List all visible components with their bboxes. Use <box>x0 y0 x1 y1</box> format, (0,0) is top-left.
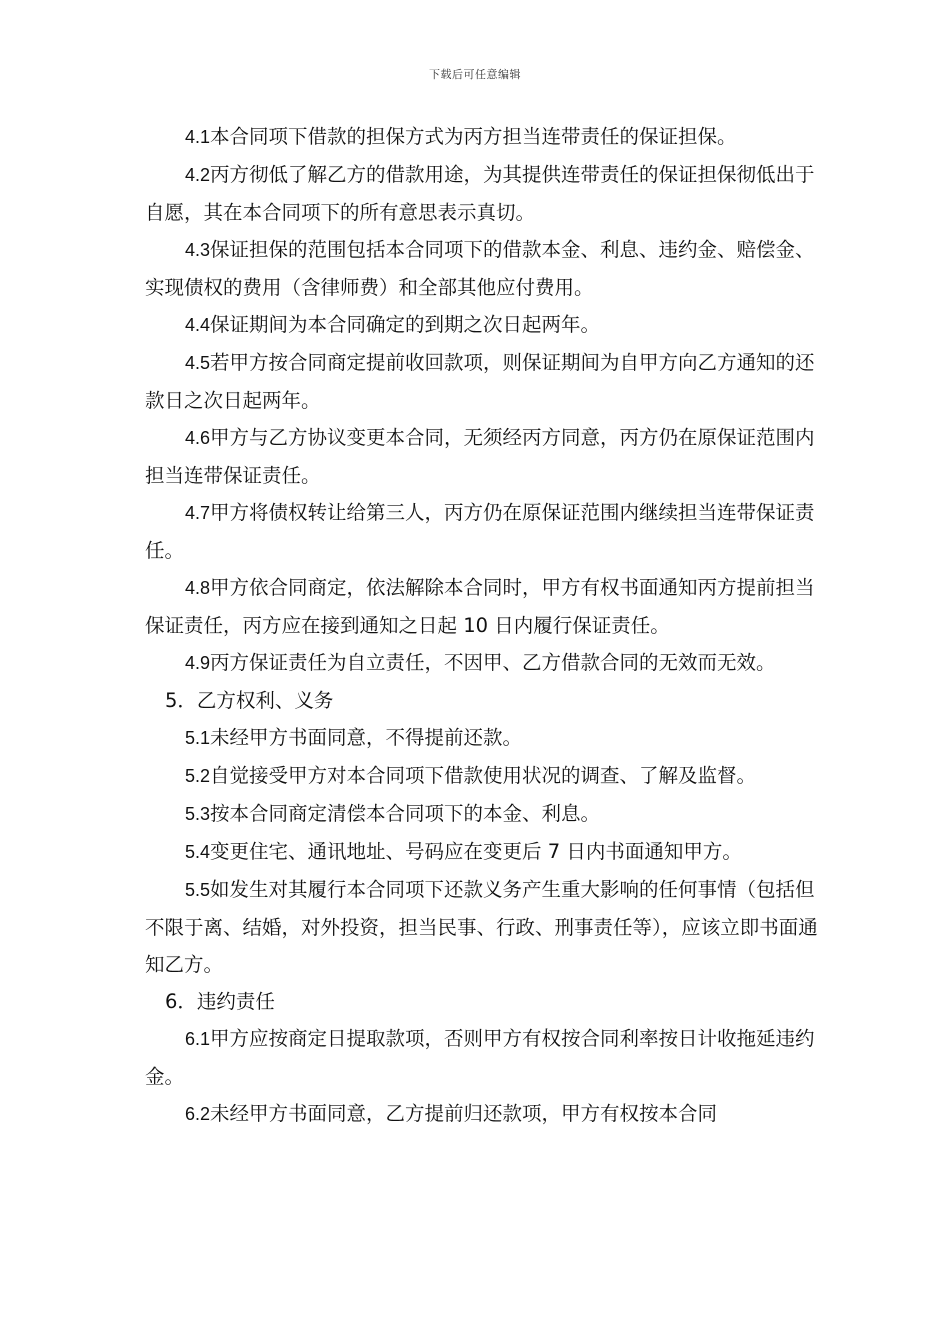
clause-6-1 <box>145 1020 820 1095</box>
clause-4-8 <box>145 569 820 644</box>
clause-number: 4.6 <box>185 428 211 448</box>
clause-4-9 <box>145 644 820 682</box>
clause-text: 甲方依合同商定，依法解除本合同时，甲方有权书面通知丙方提前担当保证责任，丙方应在接到通知之日起 10 日内履行保证责任。 <box>145 576 815 637</box>
clause-text: 甲方与乙方协议变更本合同，无须经丙方同意，丙方仍在原保证范围内担当连带保证责任。 <box>145 426 815 487</box>
clause-number: 5.3 <box>185 804 211 824</box>
clause-4-4 <box>145 306 820 344</box>
clause-text: 丙方彻低了解乙方的借款用途，为其提供连带责任的保证担保彻低出于自愿，其在本合同项下的所有意思表示真切。 <box>145 163 815 224</box>
clause-number: 4.2 <box>185 165 211 185</box>
clause-text: 本合同项下借款的担保方式为丙方担当连带责任的保证担保。 <box>210 125 737 148</box>
clause-number: 4.1 <box>185 127 211 147</box>
clause-number: 5.5 <box>185 880 211 900</box>
clause-number: 5.4 <box>185 842 211 862</box>
clause-number: 4.9 <box>185 653 211 673</box>
clause-text: 未经甲方书面同意，乙方提前归还款项，甲方有权按本合同 <box>210 1102 718 1125</box>
clause-5-5 <box>145 871 820 983</box>
clause-number: 5.2 <box>185 766 211 786</box>
clause-text: 变更住宅、通讯地址、号码应在变更后 7 日内书面通知甲方。 <box>210 840 742 863</box>
clause-5-2 <box>145 757 820 795</box>
clause-4-2 <box>145 156 820 231</box>
page-header: 下载后可任意编辑 <box>429 68 521 81</box>
clause-number: 4.7 <box>185 503 211 523</box>
clause-4-5 <box>145 344 820 419</box>
clause-5-1 <box>145 719 820 757</box>
document-body <box>145 118 820 1133</box>
clause-number: 4.3 <box>185 240 211 260</box>
clause-number: 4.8 <box>185 578 211 598</box>
clause-text: 如发生对其履行本合同项下还款义务产生重大影响的任何事情（包括但不限于离、结婚，对外投资，担当民事、行政、刑事责任等），应该立即书面通知乙方。 <box>145 878 818 976</box>
clause-4-3 <box>145 231 820 306</box>
clause-4-6 <box>145 419 820 494</box>
clause-number: 4.5 <box>185 353 211 373</box>
clause-6-2 <box>145 1095 820 1133</box>
clause-text: 甲方将债权转让给第三人，丙方仍在原保证范围内继续担当连带保证责任。 <box>145 501 815 562</box>
clause-number: 6.2 <box>185 1104 211 1124</box>
clause-number: 6.1 <box>185 1029 211 1049</box>
clause-text: 未经甲方书面同意，不得提前还款。 <box>210 726 523 749</box>
clause-5-3 <box>145 795 820 833</box>
clause-4-7 <box>145 494 820 569</box>
clause-text: 甲方应按商定日提取款项，否则甲方有权按合同利率按日计收拖延违约金。 <box>145 1027 815 1088</box>
clause-text: 若甲方按合同商定提前收回款项，则保证期间为自甲方向乙方通知的还款日之次日起两年。 <box>145 351 815 412</box>
clause-number: 4.4 <box>185 315 211 335</box>
clause-4-1 <box>145 118 820 156</box>
section-heading-6: 6．违约责任 <box>165 990 275 1013</box>
clause-text: 保证期间为本合同确定的到期之次日起两年。 <box>210 313 601 336</box>
section-heading-5: 5．乙方权利、义务 <box>165 689 334 712</box>
clause-text: 按本合同商定清偿本合同项下的本金、利息。 <box>210 802 601 825</box>
clause-number: 5.1 <box>185 728 211 748</box>
clause-text: 保证担保的范围包括本合同项下的借款本金、利息、违约金、赔偿金、实现债权的费用（含律师费）和全部其他应付费用。 <box>145 238 815 299</box>
clause-text: 自觉接受甲方对本合同项下借款使用状况的调查、了解及监督。 <box>210 764 757 787</box>
clause-5-4 <box>145 833 820 871</box>
clause-text: 丙方保证责任为自立责任，不因甲、乙方借款合同的无效而无效。 <box>210 651 776 674</box>
